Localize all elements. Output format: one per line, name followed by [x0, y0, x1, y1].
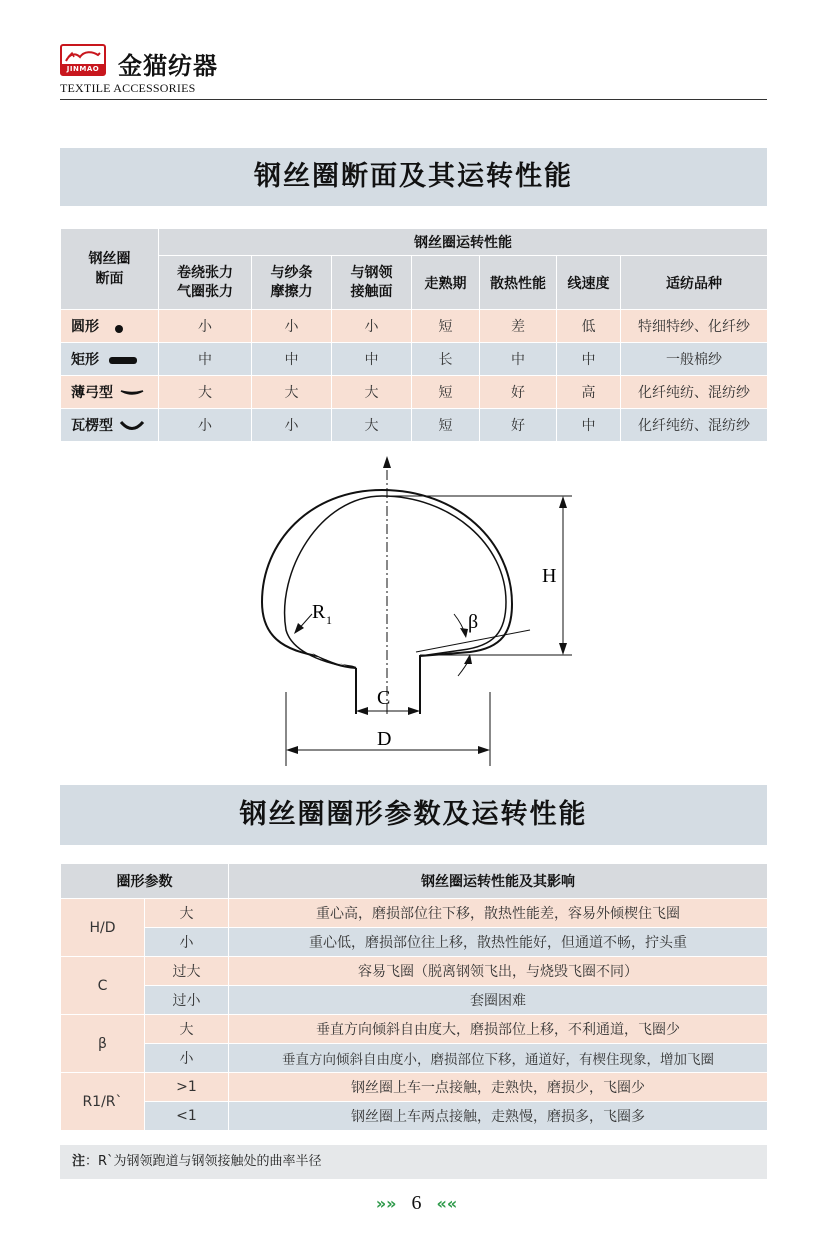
traveller-profile-diagram	[240, 452, 600, 772]
shape-label: 薄弓型	[71, 385, 113, 401]
col-header-heat: 散热性能	[480, 256, 557, 310]
shape-label: 矩形	[71, 352, 99, 368]
label-r1: R	[312, 601, 326, 623]
table-cell: 中	[332, 343, 412, 376]
brand-name: 金猫纺器	[118, 52, 218, 80]
col-header-running-in: 走熟期	[412, 256, 480, 310]
level-cell: 小	[145, 928, 229, 957]
table-cell: 中	[159, 343, 252, 376]
level-cell: 过大	[145, 957, 229, 986]
level-cell: 大	[145, 1015, 229, 1044]
table-row	[61, 310, 768, 343]
table-cell: 中	[557, 409, 621, 442]
logo-text: JINMAO	[62, 64, 104, 74]
col-header-yarn-type: 适纺品种	[621, 256, 768, 310]
effect-cell: 钢丝圈上车一点接触，走熟快，磨损少，飞圈少	[229, 1073, 768, 1102]
table-cell: 中	[480, 343, 557, 376]
table-row	[61, 1102, 768, 1131]
table-cell: 小	[252, 310, 332, 343]
level-cell: 大	[145, 899, 229, 928]
group-header: 钢丝圈运转性能	[159, 229, 768, 256]
table-row	[61, 986, 768, 1015]
level-cell: >1	[145, 1073, 229, 1102]
table-cell: 特细特纱、化纤纱	[621, 310, 768, 343]
table-cell: 大	[332, 376, 412, 409]
table-row	[61, 409, 768, 442]
shape-cell	[61, 376, 159, 409]
shape-cell	[61, 343, 159, 376]
table-row	[61, 957, 768, 986]
table-cell: 好	[480, 376, 557, 409]
parameter-table	[60, 863, 768, 1131]
table-row	[61, 376, 768, 409]
param-cell: β	[61, 1015, 145, 1073]
param-cell: C	[61, 957, 145, 1015]
header-param: 圈形参数	[61, 864, 229, 899]
table-row	[61, 1015, 768, 1044]
param-cell: R1/R`	[61, 1073, 145, 1131]
label-r1-subscript: 1	[326, 613, 332, 627]
shape-label: 圆形	[71, 319, 99, 335]
table-cell: 大	[159, 376, 252, 409]
brand-subtitle: TEXTILE ACCESSORIES	[60, 81, 196, 95]
col-header-section: 钢丝圈 断面	[61, 229, 159, 310]
table-cell: 好	[480, 409, 557, 442]
table-cell: 长	[412, 343, 480, 376]
level-cell: <1	[145, 1102, 229, 1131]
table-cell: 小	[252, 409, 332, 442]
note-label: 注	[72, 1154, 86, 1169]
section1-title: 钢丝圈断面及其运转性能	[60, 148, 767, 206]
effect-cell: 垂直方向倾斜自由度大，磨损部位上移，不利通道，飞圈少	[229, 1015, 768, 1044]
brand-logo	[60, 44, 106, 76]
table-cell: 大	[332, 409, 412, 442]
thin-arc-section-icon	[119, 386, 145, 400]
table-cell: 中	[252, 343, 332, 376]
table-row	[61, 343, 768, 376]
cross-section-table	[60, 228, 768, 442]
table-cell: 短	[412, 376, 480, 409]
table-cell: 短	[412, 409, 480, 442]
round-section-icon	[105, 320, 129, 334]
page-number: 6	[411, 1192, 422, 1214]
table-cell: 小	[159, 409, 252, 442]
effect-cell: 容易飞圈（脱离钢领飞出，与烧毁飞圈不同）	[229, 957, 768, 986]
table-cell: 低	[557, 310, 621, 343]
table-cell: 一般棉纱	[621, 343, 768, 376]
table-row	[61, 1044, 768, 1073]
effect-cell: 重心低，磨损部位往上移，散热性能好，但通道不畅，拧头重	[229, 928, 768, 957]
table-cell: 差	[480, 310, 557, 343]
table-cell: 大	[252, 376, 332, 409]
shape-label: 瓦楞型	[71, 418, 113, 434]
corrugated-section-icon	[119, 419, 145, 433]
note-text: ：R`为钢领跑道与钢领接触处的曲率半径	[85, 1154, 322, 1169]
level-cell: 小	[145, 1044, 229, 1073]
center-arrow-icon	[383, 456, 391, 468]
chevron-left-icon: ««	[436, 1194, 458, 1213]
effect-cell: 垂直方向倾斜自由度小，磨损部位下移，通道好，有楔住现象，增加飞圈	[229, 1044, 768, 1073]
table-cell: 化纤纯纺、混纺纱	[621, 376, 768, 409]
table-row	[61, 899, 768, 928]
rectangle-section-icon	[105, 353, 139, 367]
label-c: C	[377, 687, 391, 709]
col-header-tension: 卷绕张力 气圈张力	[159, 256, 252, 310]
effect-cell: 钢丝圈上车两点接触，走熟慢，磨损多，飞圈多	[229, 1102, 768, 1131]
table-cell: 小	[159, 310, 252, 343]
level-cell: 过小	[145, 986, 229, 1015]
cat-logo-icon	[62, 47, 104, 65]
effect-cell: 套圈困难	[229, 986, 768, 1015]
col-header-ring-contact: 与钢领 接触面	[332, 256, 412, 310]
shape-cell	[61, 409, 159, 442]
footnote	[60, 1145, 767, 1179]
table-cell: 化纤纯纺、混纺纱	[621, 409, 768, 442]
table-cell: 短	[412, 310, 480, 343]
col-header-yarn-friction: 与纱条 摩擦力	[252, 256, 332, 310]
chevron-right-icon: »»	[375, 1194, 397, 1213]
table-row	[61, 928, 768, 957]
table-row	[61, 1073, 768, 1102]
param-cell: H/D	[61, 899, 145, 957]
table-cell: 高	[557, 376, 621, 409]
label-h: H	[542, 565, 557, 587]
table-cell: 小	[332, 310, 412, 343]
effect-cell: 重心高，磨损部位往下移，散热性能差，容易外倾楔住飞圈	[229, 899, 768, 928]
page-footer	[0, 1192, 833, 1215]
header-effect: 钢丝圈运转性能及其影响	[229, 864, 768, 899]
header-divider	[60, 99, 767, 100]
shape-cell	[61, 310, 159, 343]
label-beta: β	[468, 611, 479, 633]
section2-title: 钢丝圈圈形参数及运转性能	[60, 785, 767, 845]
label-d: D	[377, 728, 392, 750]
table-cell: 中	[557, 343, 621, 376]
col-header-speed: 线速度	[557, 256, 621, 310]
